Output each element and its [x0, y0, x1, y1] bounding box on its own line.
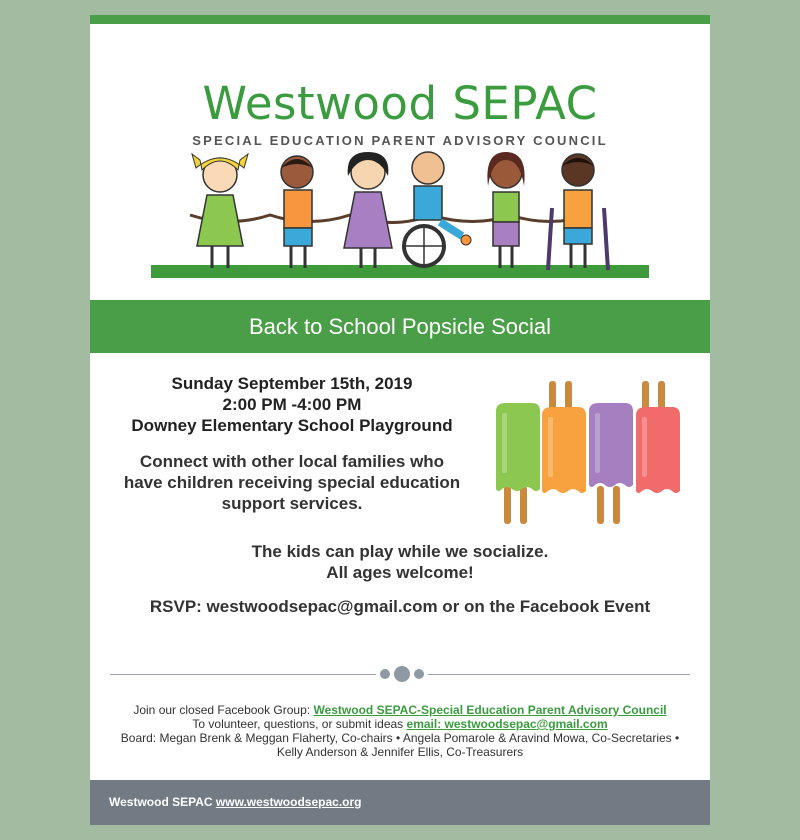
volunteer-prefix: To volunteer, questions, or submit ideas	[192, 717, 407, 731]
description-line-1: Connect with other local families who	[139, 452, 445, 471]
website-link[interactable]: www.westwoodsepac.org	[215, 795, 362, 809]
event-time: 2:00 PM -4:00 PM	[222, 395, 362, 414]
divider-dot-left	[380, 669, 390, 679]
kid-4-wheelchair-figure	[404, 152, 471, 266]
email-link[interactable]: email: westwoodsepac@gmail.com	[406, 717, 608, 731]
divider-dot-right	[414, 669, 424, 679]
facebook-group-line	[90, 703, 710, 717]
footer-info	[90, 703, 710, 759]
kid-5-figure	[487, 152, 524, 268]
footer-org-name: Westwood SEPAC	[109, 795, 216, 809]
kid-6-crutches-figure	[548, 154, 608, 270]
divider-dot-center	[394, 666, 410, 682]
kids-welcome-text	[90, 541, 710, 583]
volunteer-line	[90, 717, 710, 731]
popsicles-icon	[492, 381, 692, 531]
logo-title: Westwood SEPAC	[202, 77, 598, 130]
facebook-group-link[interactable]: Westwood SEPAC-Special Education Parent Advisory Council	[313, 703, 667, 717]
children-holding-hands-illustration	[150, 150, 650, 280]
board-line-2: Kelly Anderson & Jennifer Ellis, Co-Treasurers	[276, 745, 524, 759]
top-accent-bar	[90, 15, 710, 24]
logo-subtitle: SPECIAL EDUCATION PARENT ADVISORY COUNCIL	[192, 133, 608, 148]
event-description	[90, 451, 494, 514]
kids-line-1: The kids can play while we socialize.	[251, 542, 549, 561]
newsletter-card	[90, 15, 710, 825]
three-dots-divider-icon	[110, 665, 690, 685]
description-line-2: have children receiving special education	[123, 473, 461, 492]
join-prefix: Join our closed Facebook Group:	[133, 703, 314, 717]
kids-line-2: All ages welcome!	[326, 563, 474, 582]
kid-1-figure	[192, 154, 248, 268]
board-line-1: Board: Megan Brenk & Meggan Flaherty, Co-chairs • Angela Pomarole & Aravind Mowa, Co-Secretaries •	[120, 731, 680, 745]
divider-line-left	[110, 674, 376, 675]
divider-line-right	[428, 674, 690, 675]
footer-bar	[90, 780, 710, 825]
kid-2-figure	[281, 156, 313, 268]
event-location: Downey Elementary School Playground	[131, 416, 453, 435]
event-date: Sunday September 15th, 2019	[171, 374, 413, 393]
event-details	[90, 373, 494, 436]
description-line-3: support services.	[221, 494, 363, 513]
event-title-banner: Back to School Popsicle Social	[90, 300, 710, 353]
rsvp-line: RSVP: westwoodsepac@gmail.com or on the Facebook Event	[149, 597, 651, 616]
kid-3-figure	[344, 152, 392, 268]
